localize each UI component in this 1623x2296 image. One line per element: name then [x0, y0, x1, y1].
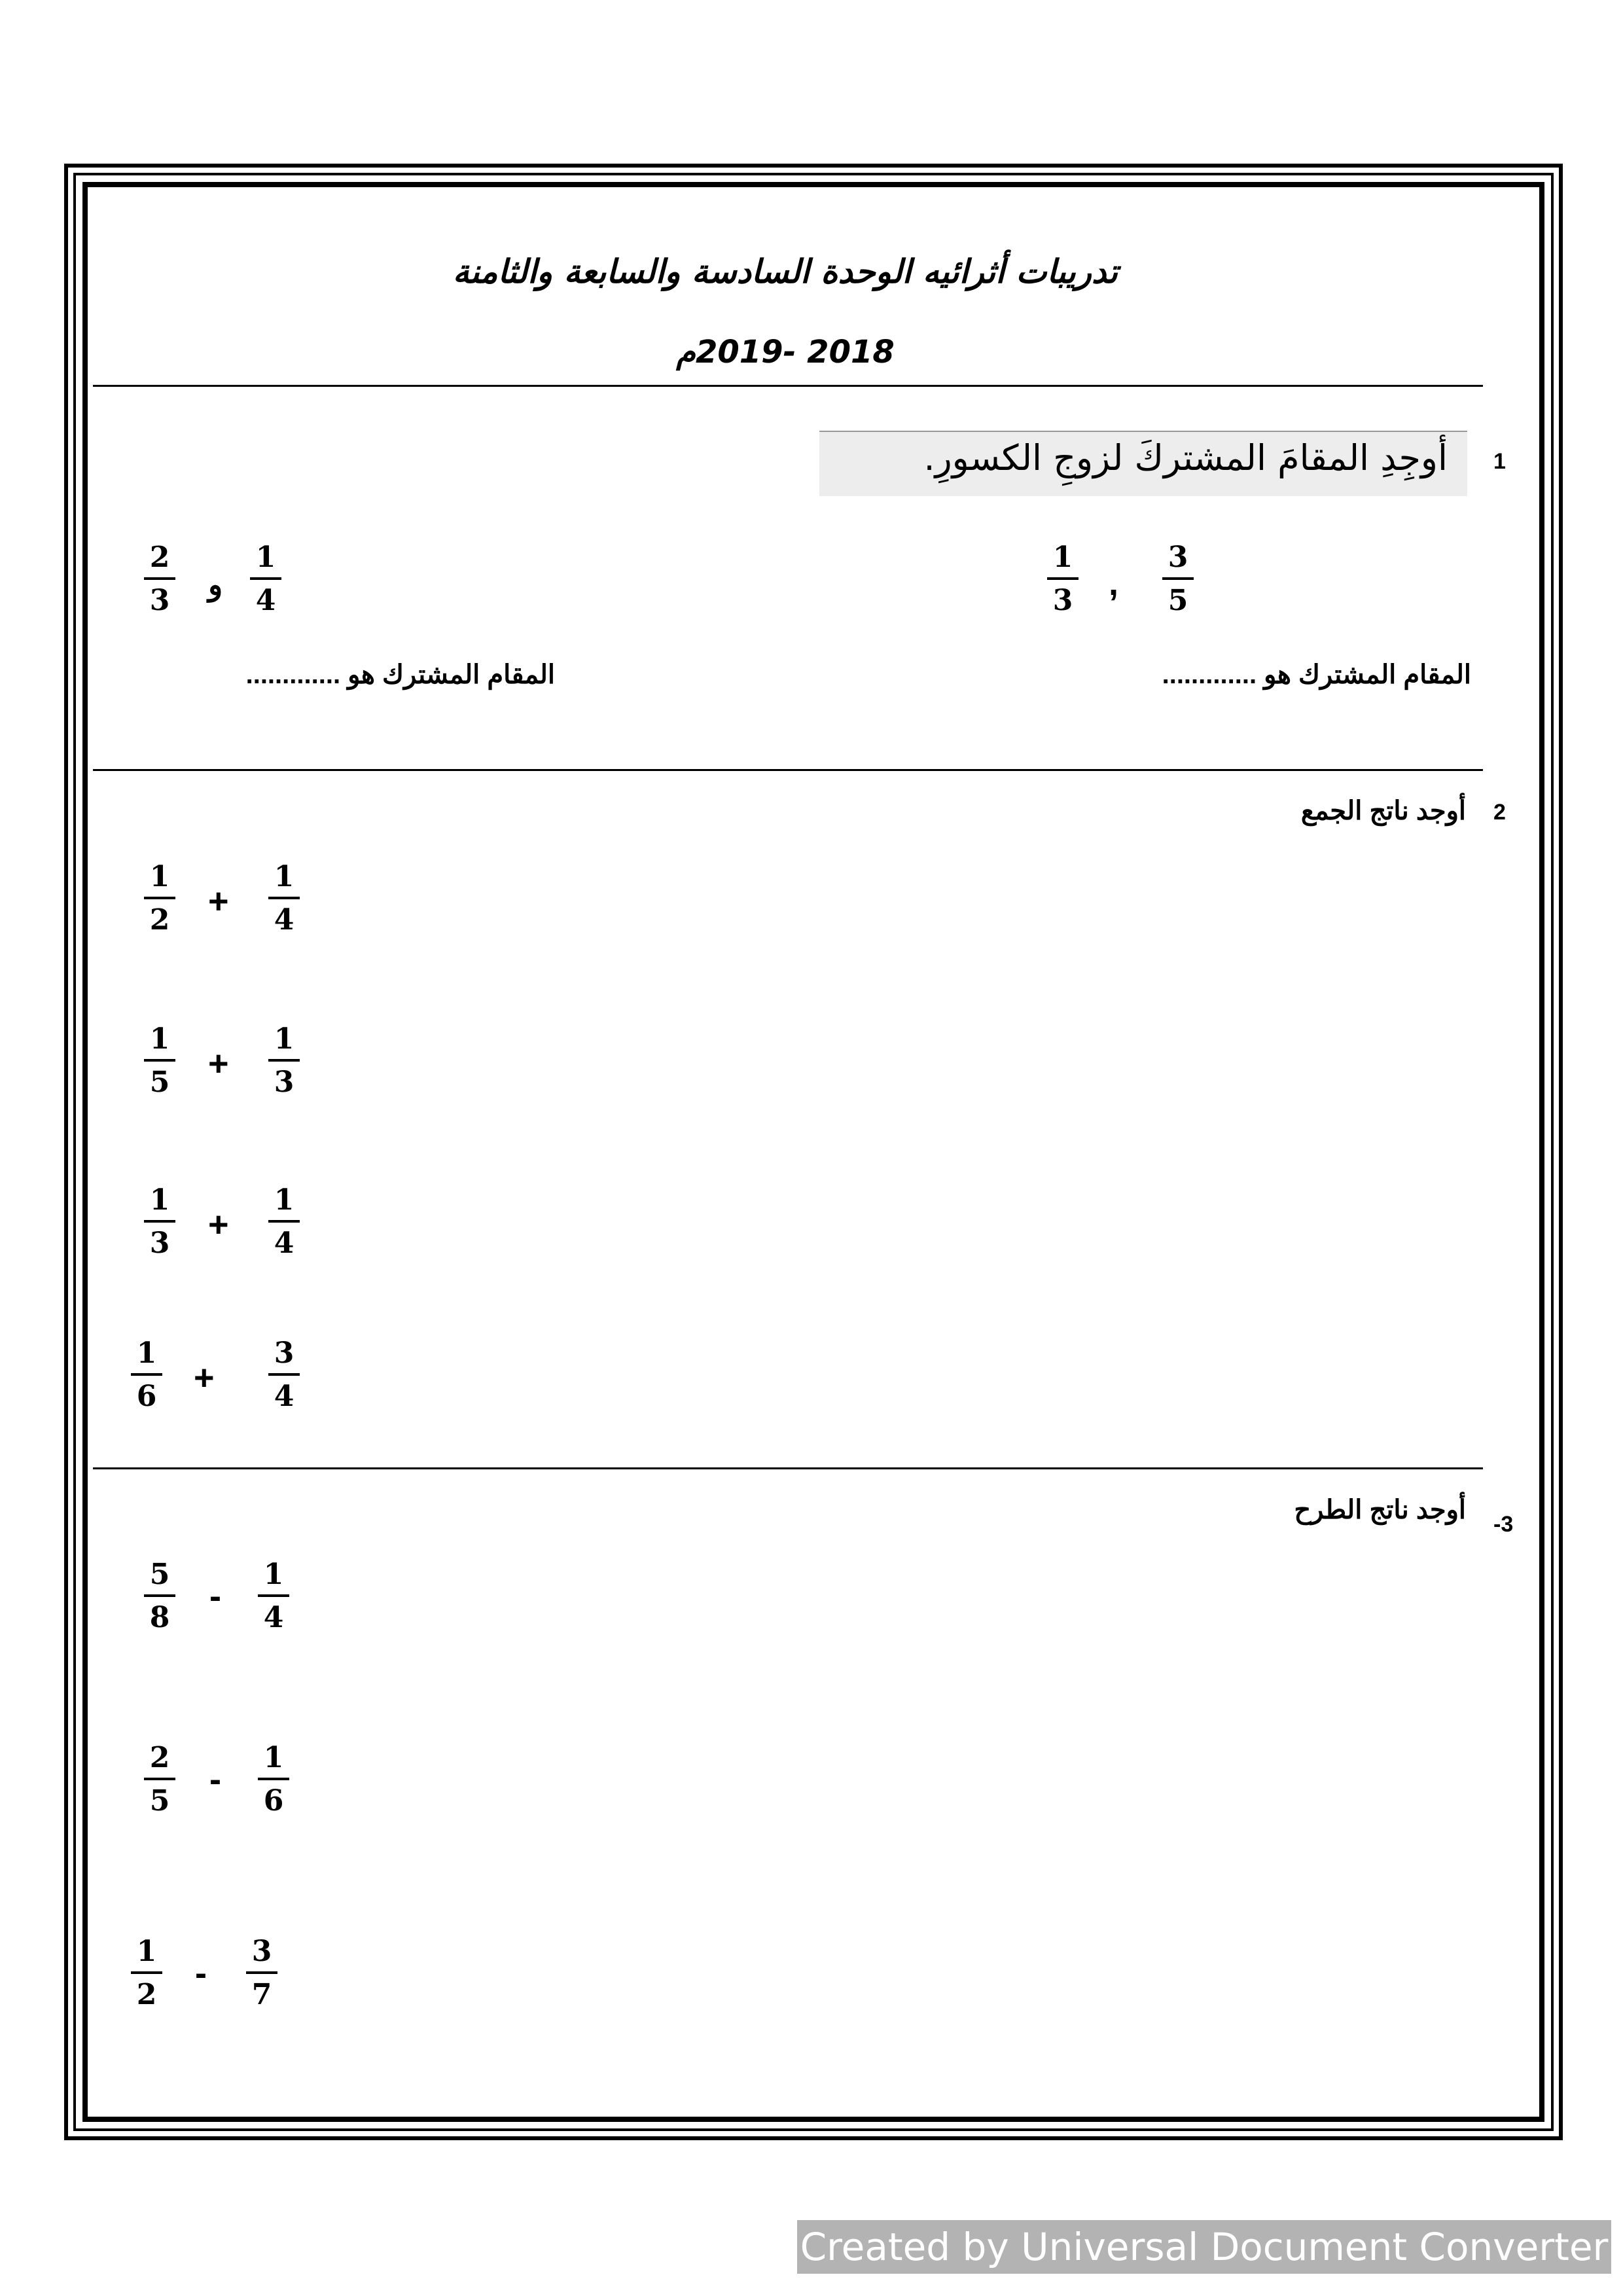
denominator: 2: [136, 1978, 157, 2011]
sum-3-first-fraction: [140, 1183, 179, 1260]
pair-b-right-fraction: [246, 543, 285, 615]
sum-2-first-fraction: [140, 1022, 179, 1099]
denominator: 4: [255, 584, 276, 617]
numerator: 1: [263, 1741, 284, 1774]
denominator: 3: [149, 584, 170, 617]
sum-1-operator: +: [208, 882, 229, 921]
denominator: 4: [274, 1380, 294, 1413]
difference-1-second-fraction: [254, 1560, 293, 1632]
question-2-heading: أوجد ناتج الجمع: [1300, 797, 1466, 825]
sum-4-operator: +: [194, 1358, 215, 1397]
sum-2-operator: +: [208, 1044, 229, 1083]
numerator: 1: [274, 1183, 294, 1217]
denominator: 6: [263, 1784, 284, 1818]
numerator: 3: [251, 1935, 272, 1968]
denominator: 4: [274, 903, 294, 937]
section-divider-1: [93, 769, 1483, 771]
sum-3-operator: +: [208, 1205, 229, 1244]
difference-2-first-fraction: [140, 1741, 179, 1818]
section-divider-2: [93, 1467, 1483, 1469]
denominator: 5: [1168, 584, 1188, 617]
school-year: 2018 -2019م: [676, 334, 895, 370]
converter-watermark: Created by Universal Document Converter: [797, 2220, 1611, 2274]
difference-1-first-fraction: [140, 1560, 179, 1632]
question-3-number: -3: [1493, 1512, 1514, 1537]
difference-3-first-fraction: [127, 1937, 166, 2009]
sum-3-second-fraction: [264, 1183, 304, 1260]
numerator: 3: [274, 1336, 294, 1370]
lcd-answer-right: المقام المشترك هو .............: [1162, 660, 1471, 689]
question-2-number: 2: [1493, 800, 1506, 825]
pair-a-separator: ,: [1109, 564, 1119, 603]
difference-3-operator: -: [195, 1954, 207, 1993]
difference-1-operator: -: [209, 1577, 221, 1616]
denominator: 5: [149, 1784, 170, 1818]
difference-2-operator: -: [209, 1760, 221, 1799]
denominator: 8: [149, 1601, 170, 1634]
numerator: 1: [274, 1022, 294, 1056]
denominator: 3: [149, 1227, 170, 1260]
numerator: 1: [149, 1022, 170, 1056]
header-divider: [93, 385, 1483, 387]
sum-1-second-fraction: [264, 860, 304, 937]
question-1-instruction: أوجِدِ المقامَ المشتركَ لزوجِ الكسورِ.: [923, 437, 1448, 478]
denominator: 3: [274, 1066, 294, 1099]
denominator: 5: [149, 1066, 170, 1099]
pair-b-separator: و: [208, 567, 223, 601]
numerator: 1: [1052, 541, 1073, 574]
pair-a-right-fraction: [1158, 543, 1198, 615]
numerator: 2: [149, 541, 170, 574]
denominator: 6: [136, 1380, 157, 1413]
pair-a-left-fraction: [1043, 543, 1082, 615]
difference-2-second-fraction: [254, 1741, 293, 1818]
numerator: 5: [149, 1558, 170, 1591]
sum-2-second-fraction: [264, 1022, 304, 1099]
denominator: 4: [263, 1601, 284, 1634]
sum-4-second-fraction: [264, 1336, 304, 1413]
sum-4-first-fraction: [127, 1336, 166, 1413]
numerator: 1: [274, 860, 294, 893]
denominator: 3: [1052, 584, 1073, 617]
question-3-heading: أوجد ناتج الطرح: [1294, 1496, 1466, 1524]
lcd-answer-left: المقام المشترك هو .............: [245, 660, 555, 689]
denominator: 7: [251, 1978, 272, 2011]
numerator: 3: [1168, 541, 1188, 574]
denominator: 4: [274, 1227, 294, 1260]
worksheet-title: تدريبات أثرائيه الوحدة السادسة والسابعة والثامنة: [452, 252, 1118, 291]
numerator: 1: [136, 1336, 157, 1370]
denominator: 2: [149, 903, 170, 937]
numerator: 1: [149, 1183, 170, 1217]
numerator: 1: [263, 1558, 284, 1591]
numerator: 1: [149, 860, 170, 893]
pair-b-left-fraction: [140, 543, 179, 615]
difference-3-second-fraction: [242, 1937, 281, 2009]
question-1-number: 1: [1493, 449, 1506, 474]
numerator: 1: [255, 541, 276, 574]
numerator: 2: [149, 1741, 170, 1774]
numerator: 1: [136, 1935, 157, 1968]
sum-1-first-fraction: [140, 860, 179, 937]
question-1-highlight-edge: [819, 431, 1467, 432]
